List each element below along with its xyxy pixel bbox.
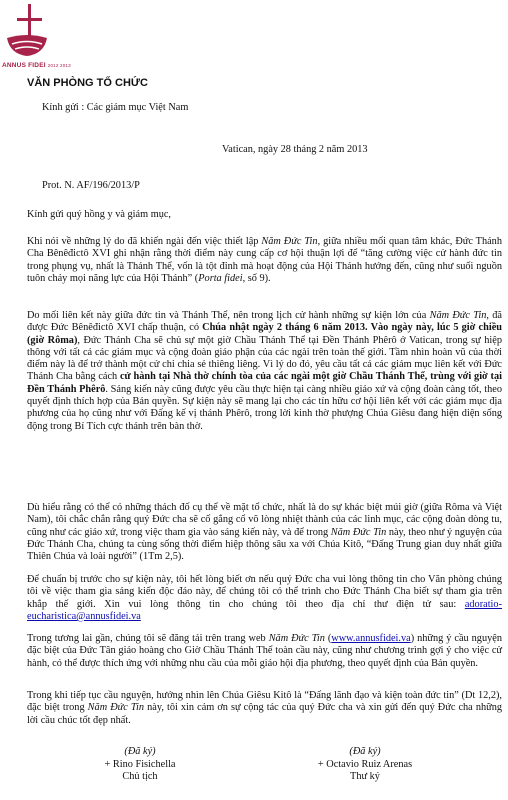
paragraph-participation: Dù hiểu rằng có thể có những thách đố cụ thể về mặt tổ chức, nhất là do sự khác biệt múi giờ (giữa Rôma và Việt Nam), tôi chắc chắn rằng quý Đức cha sẽ cố gắng cổ võ lòng nhiệt thành của các linh mục, các cộng đoàn dòng tu, cũng như các giáo xứ, trong việc tham gia vào sáng kiến này, và để trong Năm Đức Tin này, theo như ý nguyện của Đức Thánh Cha, chúng ta cùng sống thời điểm hiệp thông sâu xa với Chúa Kitô, “Đấng Trung gian duy nhất giữa Thiên Chúa và loài người” (1Tm 2,5). <box>27 502 502 563</box>
recipient-line: Kính gửi : Các giám mục Việt Nam <box>42 102 189 113</box>
salutation: Kính gửi quý hồng y và giám mục, <box>27 209 172 220</box>
emph-year-of-faith: Năm Đức Tin <box>268 633 325 644</box>
logo-years: 2012 2013 <box>47 63 71 68</box>
emph-cathedral-adoration: cử hành tại Nhà thờ chính tòa của các ngài một giờ Chầu Thánh Thể, trùng với giờ tại Đền Thánh Phêrô <box>27 371 502 395</box>
signed-mark: (Đã ký) <box>124 746 156 757</box>
signatory-name: + Rino Fisichella <box>104 758 176 770</box>
email-link[interactable]: adoratio-eucharistica@annusfidei.va <box>27 598 502 622</box>
office-title: VĂN PHÒNG TỔ CHỨC <box>27 77 148 89</box>
emph-event-date: Chúa nhật ngày 2 tháng 6 năm 2013. Vào ngày này, lúc 5 giờ chiều (giờ Rôma) <box>27 322 502 346</box>
logo-name: ANNUS FIDEI <box>2 62 46 69</box>
website-link[interactable]: www.annusfidei.va <box>331 633 411 644</box>
emph-year-of-faith: Năm Đức Tin <box>87 702 145 714</box>
emph-year-of-faith: Năm Đức Tin <box>330 526 387 538</box>
signature-secretary <box>285 746 445 784</box>
signatory-name: + Octavio Ruiz Arenas <box>317 758 413 770</box>
signed-mark: (Đã ký) <box>349 746 381 757</box>
emph-year-of-faith: Năm Đức Tin <box>261 236 318 247</box>
paragraph-website: Trong tương lai gần, chúng tôi sẽ đăng tải trên trang web Năm Đức Tin (www.annusfidei.va) những ý cầu nguyện đặc biệt của Đức Tân giáo hoàng cho Giờ Chầu Thánh Thể toàn cầu này, cũng như chương trình gợi ý cho việc cử hành, có thể được thích ứng với những nhu cầu của mỗi giáo hội địa phương, theo quyết định của Bản quyền. <box>27 633 502 669</box>
annus-fidei-logo <box>4 2 50 60</box>
paragraph-intro: Khi nói về những lý do đã khiến ngài đến việc thiết lập Năm Đức Tin, giữa nhiều mối quan tâm khác, Đức Thánh Cha Bênêđictô XVI ghi nhận rằng thời điểm này cung cấp cơ hội thuận lợi để “tăng cường việc cử hành đức tin trong phụng vụ, nhất là Thánh Thể, vốn là tột đỉnh mà hoạt động của Hội Thánh hướng đến, cũng như suối nguồn tuôn chảy mọi năng lực của Hội Thánh” (Porta fidei, số 9). <box>27 236 502 284</box>
emph-year-of-faith: Năm Đức Tin <box>429 310 487 321</box>
logo-text <box>2 62 71 69</box>
paragraph-inform-office: Để chuẩn bị trước cho sự kiện này, tôi hết lòng biết ơn nếu quý Đức cha vui lòng thông tin cho Văn phòng chúng tôi về việc tham gia sáng kiến độc đáo này, để chúng tôi có thể trình cho Đức Thánh Cha biết sự tham gia trên khắp thế giới. Xin vui lòng thông tin cho chúng tôi theo địa chỉ thư điện tử sau: adoratio-eucharistica@annusfidei.va <box>27 574 502 622</box>
signatory-role: Chủ tịch <box>122 771 158 782</box>
dateline: Vatican, ngày 28 tháng 2 năm 2013 <box>222 144 368 155</box>
signatory-role: Thư ký <box>350 771 380 782</box>
logo-boat-shape <box>7 35 47 56</box>
protocol-number: Prot. N. AF/196/2013/P <box>42 180 140 191</box>
paragraph-adoration-event: Do mối liên kết này giữa đức tin và Thánh Thể, nên trong lịch cử hành những sự kiện lớn của Năm Đức Tin, đã được Đức Bênêđictô XVI chấp thuận, có Chúa nhật ngày 2 tháng 6 năm 2013. Vào ngày này, lúc 5 giờ chiều (giờ Rôma), Đức Thánh Cha sẽ chủ sự một giờ Chầu Thánh Thể tại Đền Thánh Phêrô ở Vatican, trong sự hiệp thông với tất cả các giám mục và cộng đoàn giáo phận của các ngài trên toàn thế giới. Tầm nhìn hoàn vũ của thời điểm này là để trở thành một cử chỉ chia sẻ thiêng liêng. Vì lý do đó, yêu cầu tất cả các giám mục liên kết với Đức Thánh Cha bằng cách cử hành tại Nhà thờ chính tòa của các ngài một giờ Chầu Thánh Thể, trùng với giờ tại Đền Thánh Phêrô. Sáng kiến này cũng được yêu cầu thực hiện tại càng nhiều giáo xứ và cộng đoàn càng tốt, theo quyết định thích hợp của Bản quyền. Sự kiện này sẽ mang lại cho các tín hữu cơ hội liên kết với các giám mục địa phương của họ cũng như với Đấng kế vị thánh Phêrô, trong lời kinh thờ phượng Chúa Giêsu đang hiện diện sống động trong Bí Tích cực thánh trên bàn thờ. <box>27 310 502 432</box>
signature-president <box>60 746 220 784</box>
paragraph-closing: Trong khi tiếp tục cầu nguyện, hướng nhìn lên Chúa Giêsu Kitô là “Đấng lãnh đạo và kiện toàn đức tin” (Dt 12,2), đặc biệt trong Năm Đức Tin này, tôi xin cảm ơn sự cộng tác của quý Đức cha và xin gửi đến quý Đức cha những lời cầu chúc tốt đẹp nhất. <box>27 690 502 726</box>
emph-porta-fidei: Porta fidei <box>198 272 243 284</box>
